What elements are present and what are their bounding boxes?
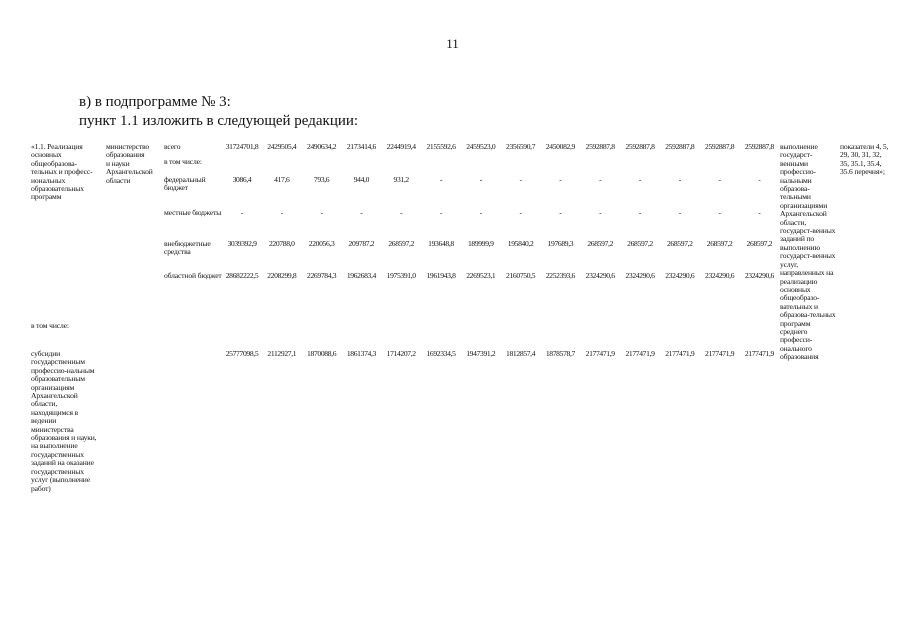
value-cell: 31724701,8 — [225, 142, 259, 151]
value-cell: 1692334,5 — [426, 349, 456, 358]
value-cell: 28682222,5 — [225, 271, 259, 280]
source-total-label: всего — [164, 142, 181, 151]
program-name: «1.1. Реализация основных общеобразова-тельных и професс-иональных образовательных программ — [31, 142, 93, 202]
executor-line: образования — [106, 150, 145, 160]
value-cell: 2177471,9 — [585, 349, 615, 358]
value-cell: 2450082,9 — [545, 142, 575, 151]
value-cell: 2177471,9 — [665, 349, 695, 358]
subsidy-name: субсидии государственным профессио-нальным образовательным организациям Архангельской области, находящимся в ведении министерства образования и науки, на выполнение государственных заданий на оказание государственных услуг (выполнение работ) — [31, 349, 97, 493]
value-cell: - — [519, 175, 522, 184]
value-cell: 2177471,9 — [625, 349, 655, 358]
value-cell: 3086,4 — [232, 175, 252, 184]
indicators: показатели 4, 5, 29, 30, 31, 32, 35, 35.1, 35.4, 35.6 перечня»; — [840, 142, 889, 177]
value-cell: 197689,3 — [547, 239, 574, 248]
value-cell: - — [718, 175, 721, 184]
value-cell: 2592887,8 — [705, 142, 735, 151]
value-cell: - — [519, 208, 522, 217]
source-including-label: в том числе: — [164, 157, 202, 166]
value-cell: 1878578,7 — [545, 349, 575, 358]
value-cell: 2459523,0 — [466, 142, 496, 151]
page-number: 11 — [446, 36, 459, 51]
value-cell: 2112927,1 — [267, 349, 297, 358]
value-cell: - — [559, 175, 562, 184]
value-cell: 793,6 — [313, 175, 330, 184]
value-cell: - — [280, 208, 283, 217]
source-extrabudget-label: внебюджетные средства — [164, 239, 211, 257]
subtotal-label: в том числе: — [31, 321, 69, 330]
value-cell: 1870088,6 — [307, 349, 337, 358]
value-cell: 2244919,4 — [386, 142, 416, 151]
value-cell: 2177471,9 — [705, 349, 735, 358]
value-cell: 2490634,2 — [307, 142, 337, 151]
value-cell: - — [678, 208, 681, 217]
value-cell: - — [479, 208, 482, 217]
value-cell: 1947391,2 — [466, 349, 496, 358]
value-cell: 2324290,6 — [665, 271, 695, 280]
value-cell: 220788,0 — [268, 239, 295, 248]
section-heading: в) в подпрограмме № 3: — [79, 94, 231, 110]
values-row — [222, 240, 780, 250]
value-cell: 1962683,4 — [346, 271, 376, 280]
value-cell: 195840,2 — [507, 239, 534, 248]
value-cell: 2269523,1 — [466, 271, 496, 280]
value-cell: 209787,2 — [348, 239, 375, 248]
value-cell: - — [559, 208, 562, 217]
value-cell: 2324290,6 — [585, 271, 615, 280]
value-cell: - — [240, 208, 244, 217]
values-row — [222, 272, 780, 282]
value-cell: 2173414,6 — [346, 142, 376, 151]
value-cell: 2208299,8 — [267, 271, 297, 280]
source-local-label: местные бюджеты — [164, 208, 222, 217]
value-cell: 944,0 — [353, 175, 370, 184]
value-cell: 2429505,4 — [267, 142, 297, 151]
value-cell: 2592887,8 — [665, 142, 695, 151]
value-cell: 25777098,5 — [225, 349, 259, 358]
values-row — [222, 209, 780, 219]
value-cell: 2269784,3 — [307, 271, 337, 280]
executor-line: области — [106, 175, 131, 185]
value-cell: 3039392,9 — [227, 239, 257, 248]
source-federal-label: федеральный бюджет — [164, 175, 206, 193]
value-cell: 2324290,6 — [744, 271, 774, 280]
value-cell: - — [638, 175, 642, 184]
value-cell: 268597,2 — [587, 239, 614, 248]
value-cell: 2252393,6 — [545, 271, 575, 280]
executor-line: министерство — [106, 142, 150, 151]
values-row — [222, 350, 780, 360]
value-cell: 2592887,8 — [744, 142, 774, 151]
value-cell: 193648,8 — [428, 239, 454, 248]
value-cell: 2592887,8 — [585, 142, 615, 151]
executor-line: и науки — [106, 158, 130, 168]
value-cell: - — [439, 208, 443, 217]
value-cell: 1975391,0 — [386, 271, 416, 280]
value-cell: 2155592,6 — [426, 142, 456, 151]
value-cell: 2160750,5 — [506, 271, 536, 280]
value-cell: 2177471,9 — [744, 349, 774, 358]
value-cell: - — [638, 208, 642, 217]
value-cell: - — [320, 208, 323, 217]
value-cell: 2324290,6 — [625, 271, 655, 280]
value-cell: - — [360, 208, 363, 217]
expected-result: выполнение государст-венными профессио-нальными образова-тельными организациями Архангельской области, государст-венных заданий по выполнению государст-венных услуг, направленных на реализацию основных общеобразо-вательных и образова-тельных программ среднего професси-онального образования — [780, 142, 836, 362]
value-cell: 268597,2 — [746, 239, 773, 248]
value-cell: 1714207,2 — [386, 349, 416, 358]
value-cell: - — [439, 175, 443, 184]
value-cell: - — [678, 175, 681, 184]
values-row — [222, 143, 780, 153]
value-cell: 2592887,8 — [625, 142, 655, 151]
value-cell: 417,6 — [274, 175, 290, 184]
executor — [106, 143, 164, 185]
value-cell: 2324290,6 — [705, 271, 735, 280]
value-cell: 268597,2 — [388, 239, 415, 248]
value-cell: - — [718, 208, 721, 217]
values-row — [222, 176, 780, 186]
source-regional-label: областной бюджет — [164, 271, 222, 280]
value-cell: 189999,9 — [467, 239, 494, 248]
value-cell: - — [758, 175, 761, 184]
value-cell: 931,2 — [393, 175, 409, 184]
value-cell: 1812857,4 — [506, 349, 536, 358]
value-cell: 268597,2 — [666, 239, 693, 248]
value-cell: 1861374,3 — [346, 349, 376, 358]
value-cell: - — [479, 175, 482, 184]
executor-line: Архангельской — [106, 167, 153, 177]
value-cell: - — [400, 208, 403, 217]
instruction-heading: пункт 1.1 изложить в следующей редакции: — [79, 113, 359, 129]
value-cell: - — [599, 208, 602, 217]
value-cell: - — [599, 175, 602, 184]
value-cell: 220056,3 — [308, 239, 335, 248]
value-cell: 1961943,8 — [426, 271, 456, 280]
value-cell: 2356590,7 — [506, 142, 536, 151]
value-cell: 268597,2 — [706, 239, 733, 248]
value-cell: 268597,2 — [627, 239, 653, 248]
value-cell: - — [758, 208, 761, 217]
